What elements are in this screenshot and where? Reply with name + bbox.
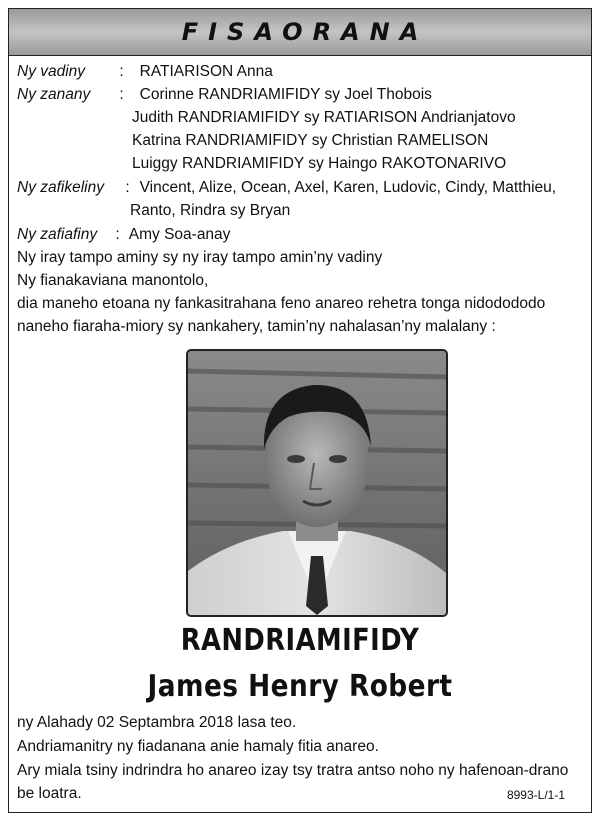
zanany-line: Katrina RANDRIAMIFIDY sy Christian RAMELISON — [132, 132, 489, 149]
portrait-photo — [186, 349, 448, 617]
deceased-surname: RANDRIAMIFIDY — [180, 623, 420, 658]
row-zafikeliny — [17, 177, 556, 199]
closing-line: ny Alahady 02 Septambra 2018 lasa teo. — [17, 714, 297, 731]
intro-line: Ny fianakaviana manontolo, — [17, 272, 209, 289]
row-zafiafiny — [17, 224, 230, 246]
zafikeliny-line: Ranto, Rindra sy Bryan — [130, 202, 291, 219]
header-title: FISAORANA — [181, 18, 429, 46]
closing-line: Andriamanitry ny fiadanana anie hamaly fitia anareo. — [17, 738, 379, 755]
sep-zanany: : — [119, 86, 124, 103]
portrait-image — [188, 351, 446, 615]
label-zanany: Ny zanany — [17, 86, 91, 103]
sep-vadiny: : — [119, 63, 124, 80]
zanany-line: Judith RANDRIAMIFIDY sy RATIARISON Andrianjatovo — [132, 109, 516, 126]
label-vadiny: Ny vadiny — [17, 63, 86, 80]
intro-line: Ny iray tampo aminy sy ny iray tampo amin’ny vadiny — [17, 249, 383, 266]
zanany-line: Luiggy RANDRIAMIFIDY sy Haingo RAKOTONARIVO — [132, 155, 507, 172]
label-zafikeliny: Ny zafikeliny — [17, 179, 104, 196]
zafikeliny-line: Vincent, Alize, Ocean, Axel, Karen, Ludovic, Cindy, Matthieu, — [139, 179, 557, 196]
header-banner — [9, 9, 591, 56]
reference-code: 8993-L/1-1 — [506, 788, 565, 802]
closing-paragraph: Ary miala tsiny indrindra ho anareo izay tsy tratra antso noho ny hafenoan-drano be loatra. — [17, 762, 569, 802]
value-zafiafiny: Amy Soa-anay — [128, 226, 231, 243]
row-vadiny — [17, 61, 273, 83]
sep-zafiafiny: : — [115, 226, 120, 243]
value-vadiny: RATIARISON Anna — [139, 63, 273, 80]
sep-zafikeliny: : — [125, 179, 130, 196]
intro-paragraph: dia maneho etoana ny fankasitrahana feno anareo rehetra tonga nidodododo naneho fiaraha-miory sy nankahery, tamin’ny nahalasan’ny malalany : — [17, 295, 546, 335]
zanany-line: Corinne RANDRIAMIFIDY sy Joel Thobois — [139, 86, 432, 103]
label-zafiafiny: Ny zafiafiny — [17, 226, 98, 243]
notice-frame — [8, 8, 592, 813]
deceased-given-names: James Henry Robert — [147, 669, 453, 704]
row-zanany — [17, 84, 432, 106]
